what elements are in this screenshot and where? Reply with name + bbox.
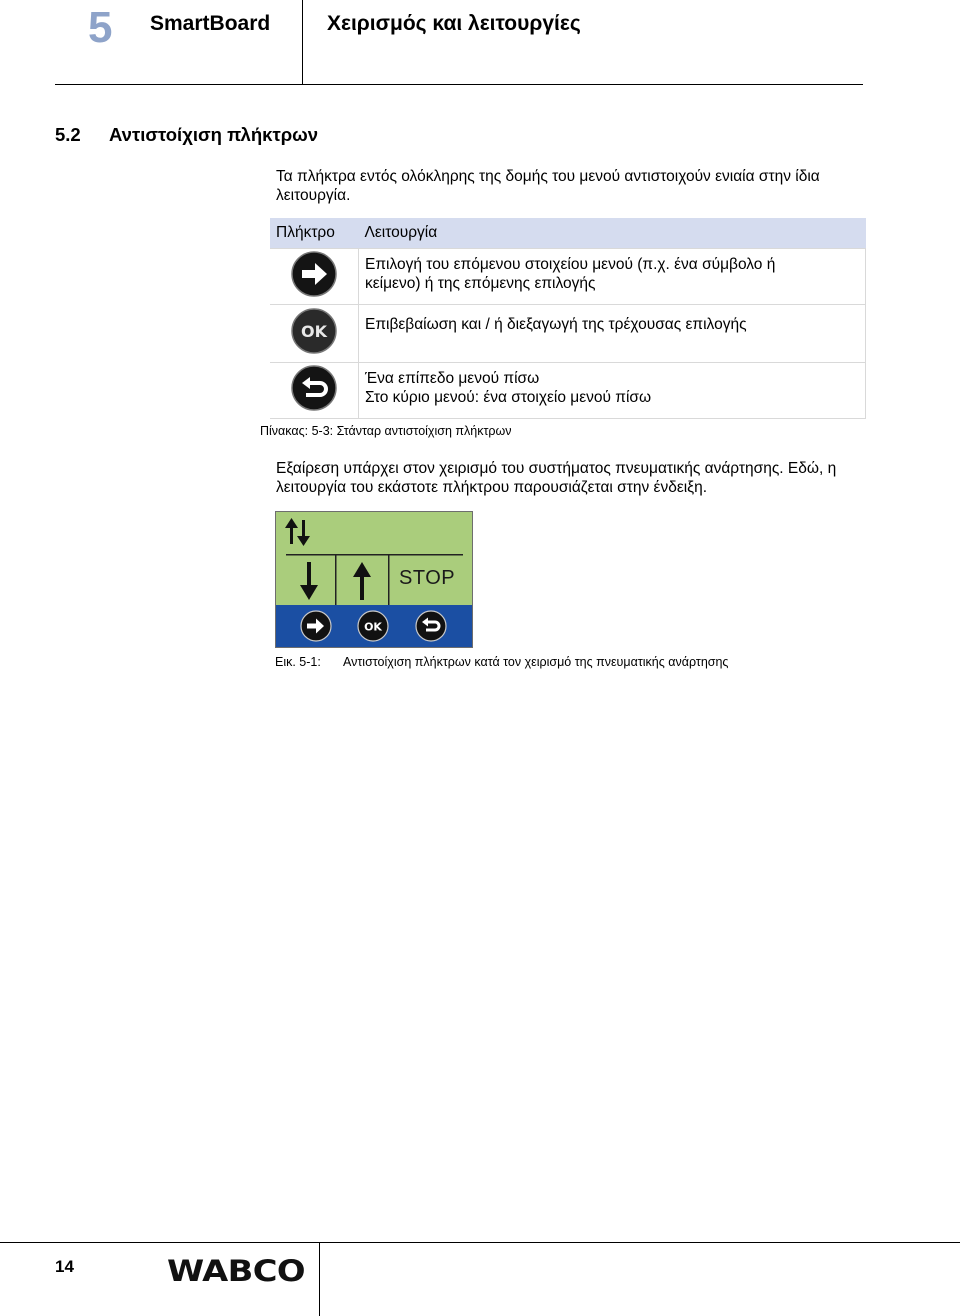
section-number: 5.2 bbox=[55, 124, 81, 145]
table-row bbox=[270, 305, 866, 363]
exception-line: Εξαίρεση υπάρχει στον χειρισμό του συστήματος πνευματικής ανάρτησης. Εδώ, η bbox=[276, 460, 837, 477]
exception-paragraph bbox=[276, 459, 896, 497]
function-cell bbox=[359, 363, 866, 419]
lcd-divider bbox=[388, 555, 390, 605]
function-line: Στο κύριο μενού: ένα στοιχείο μενού πίσω bbox=[365, 389, 652, 406]
arrow-right-button-icon bbox=[290, 250, 338, 298]
function-cell bbox=[359, 249, 866, 305]
header-divider bbox=[302, 0, 303, 84]
key-cell bbox=[270, 363, 359, 419]
ok-button-label: OK bbox=[301, 322, 327, 341]
arrow-down-icon bbox=[300, 562, 318, 600]
lcd-divider bbox=[286, 554, 463, 556]
function-line: Ένα επίπεδο μενού πίσω bbox=[365, 370, 540, 387]
header-product: SmartBoard bbox=[150, 12, 271, 35]
key-assignment-table bbox=[270, 218, 866, 419]
page-number: 14 bbox=[55, 1257, 74, 1276]
header-chapter-title: Χειρισμός και λειτουργίες bbox=[327, 12, 581, 35]
back-button-icon bbox=[290, 364, 338, 412]
table-row bbox=[270, 363, 866, 419]
lcd-screen bbox=[276, 512, 472, 605]
header-rule bbox=[55, 84, 863, 85]
intro-paragraph: Τα πλήκτρα εντός ολόκληρης της δομής του μενού αντιστοιχούν ενιαία στην ίδια λειτουργία. bbox=[276, 168, 820, 204]
chapter-number: 5 bbox=[88, 3, 113, 52]
lcd-stop-label: STOP bbox=[399, 567, 456, 589]
figure-caption-label: Εικ. 5-1: bbox=[275, 655, 321, 669]
figure-caption-text: Αντιστοίχιση πλήκτρων κατά τον χειρισμό της πνευματικής ανάρτησης bbox=[343, 655, 729, 669]
footer-rule bbox=[0, 1242, 960, 1243]
key-cell bbox=[270, 249, 359, 305]
footer-divider bbox=[319, 1242, 320, 1316]
function-cell bbox=[359, 305, 866, 363]
section-title: Αντιστοίχιση πλήκτρων bbox=[109, 124, 319, 145]
ok-button-icon bbox=[358, 611, 388, 641]
section-heading bbox=[55, 124, 318, 146]
arrow-up-icon bbox=[353, 562, 371, 600]
table-caption: Πίνακας: 5-3: Στάνταρ αντιστοίχιση πλήκτρων bbox=[260, 424, 512, 438]
display-figure bbox=[275, 511, 473, 648]
arrow-right-button-icon bbox=[301, 611, 331, 641]
button-bar bbox=[276, 605, 472, 647]
exception-line: λειτουργία του εκάστοτε πλήκτρου παρουσιάζεται στην ένδειξη. bbox=[276, 479, 708, 496]
column-header-function: Λειτουργία bbox=[359, 218, 866, 249]
wabco-logo bbox=[167, 1255, 309, 1290]
function-line: κείμενο) ή της επόμενης επιλογής bbox=[365, 275, 596, 292]
function-line: Επιλογή του επόμενου στοιχείου μενού (π.χ. ένα σύμβολο ή bbox=[365, 256, 776, 273]
back-button-icon bbox=[416, 611, 446, 641]
key-cell bbox=[270, 305, 359, 363]
column-header-key: Πλήκτρο bbox=[270, 218, 359, 249]
ok-button-label: OK bbox=[364, 620, 382, 634]
function-line: Επιβεβαίωση και / ή διεξαγωγή της τρέχουσας επιλογής bbox=[365, 316, 747, 333]
up-down-arrows-icon bbox=[285, 518, 310, 546]
lcd-divider bbox=[335, 555, 337, 605]
table-header-row bbox=[270, 218, 866, 249]
ok-button-icon bbox=[290, 307, 338, 355]
logo-text: WABCO bbox=[167, 1255, 305, 1285]
table-row bbox=[270, 249, 866, 305]
